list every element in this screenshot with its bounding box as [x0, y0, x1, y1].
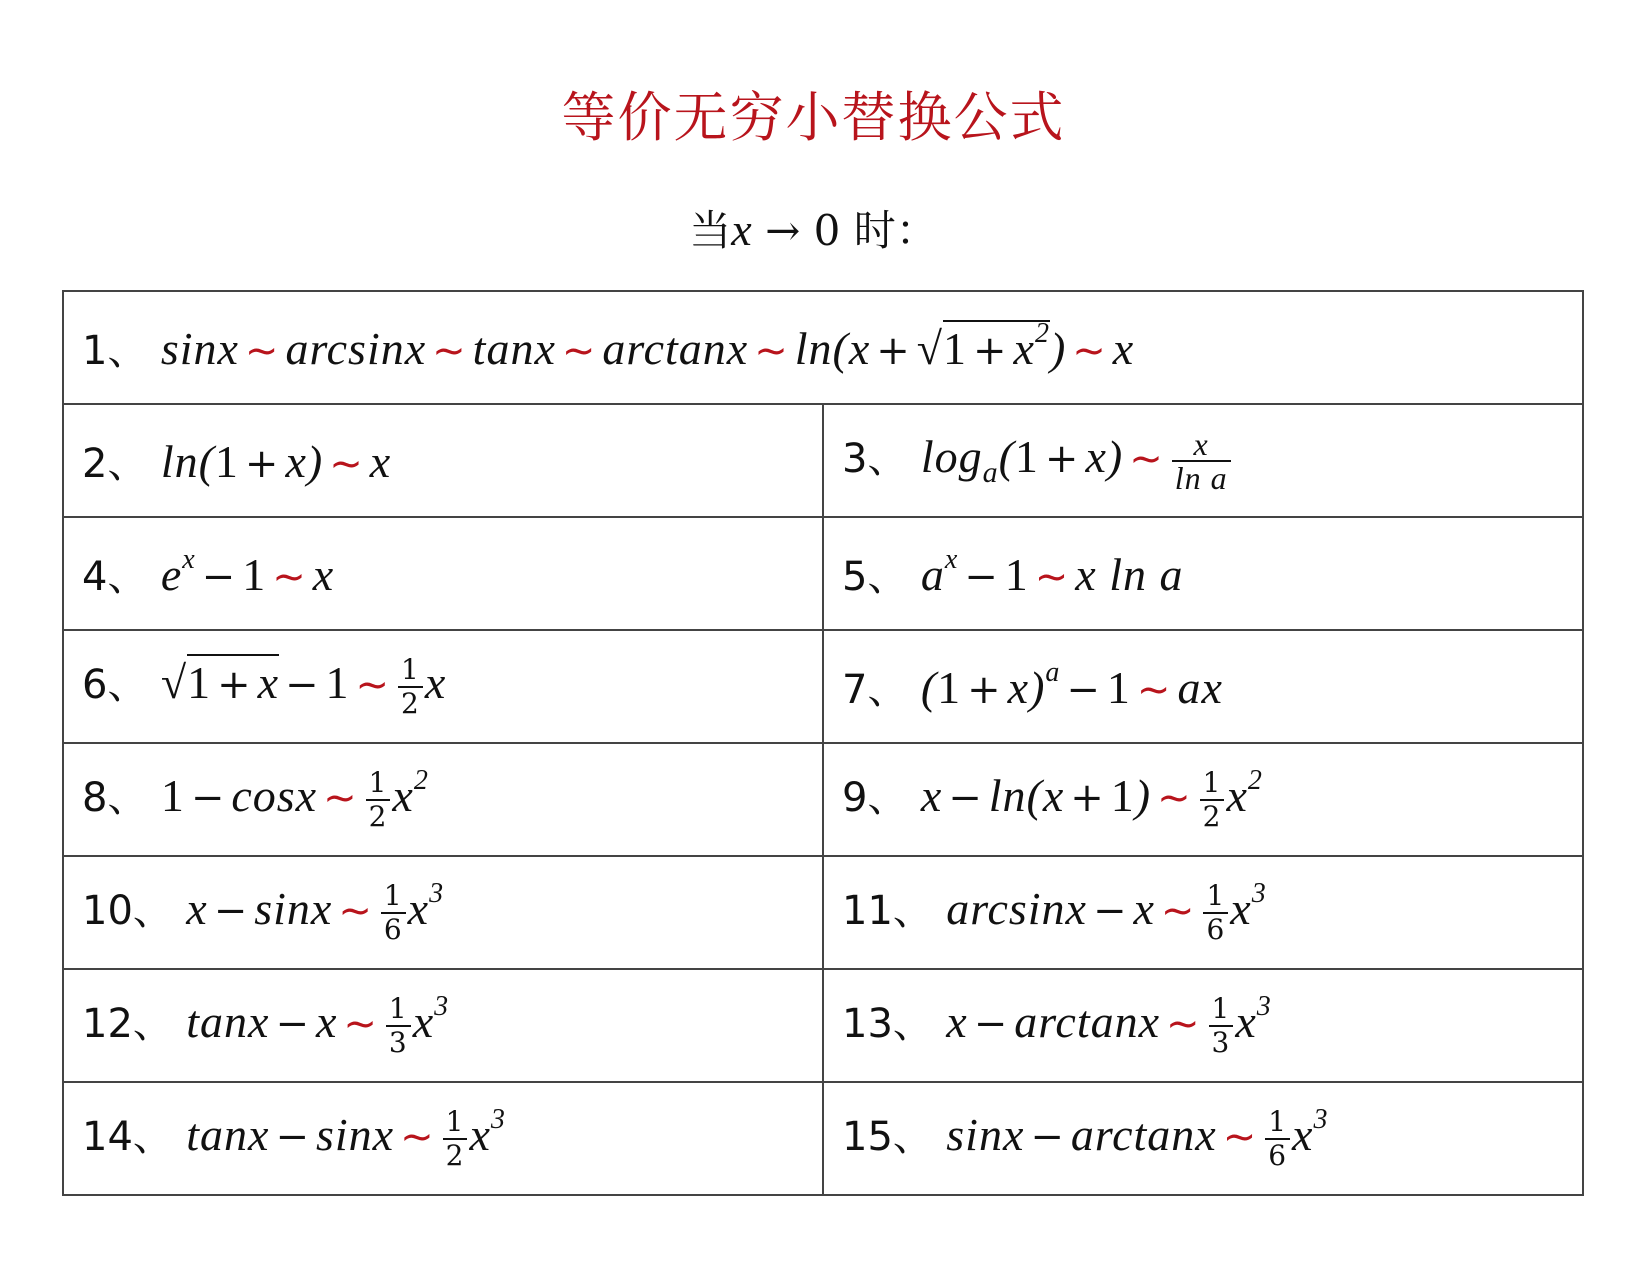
fraction: $\frac{1}{6}$: [1265, 1106, 1290, 1172]
fraction: $\frac{1}{2}$: [1200, 767, 1225, 833]
formula-number: 12、: [82, 1000, 173, 1047]
formula-number: 2、: [82, 441, 148, 487]
formula-number: 13、: [842, 1000, 933, 1047]
formula-number: 7、: [842, 667, 908, 713]
formula-14: 14、 tanx − sinx ~ $\frac{1}{2}$ $x^3$: [63, 1082, 823, 1195]
fraction: $\frac{1}{6}$: [381, 880, 406, 946]
table-row: [63, 743, 1583, 856]
table-row: [63, 404, 1583, 517]
fraction: $\frac{1}{3}$: [386, 993, 411, 1059]
table-row: [63, 517, 1583, 630]
formula-7: 7、 $(1 + x)^a - 1$ ~ ax: [823, 630, 1583, 743]
formula-15: 15、 sinx − arctanx ~ $\frac{1}{6}$ $x^3$: [823, 1082, 1583, 1195]
formula-1: 1、 sinx ~ arcsinx ~ tanx ~ arctanx ~ $\ln(x + √1 + x^2)$ ~ x: [63, 291, 1583, 404]
formula-8: 8、 1 − cosx ~ $\frac{1}{2}$ $x^2$: [63, 743, 823, 856]
formula-number: 14、: [82, 1113, 173, 1160]
formula-number: 15、: [842, 1113, 933, 1160]
sqrt-symbol: $√1 + x^2$: [916, 318, 1050, 374]
formula-number: 9、: [842, 774, 908, 821]
formula-6: 6、 √1 + x − 1 ~ $\frac{1}{2}$ x: [63, 630, 823, 743]
formula-number: 10、: [82, 887, 173, 934]
condition-line: [0, 200, 1627, 260]
sqrt-symbol: √1 + x: [161, 656, 279, 709]
fraction: $\frac{1}{3}$: [1209, 993, 1234, 1059]
formula-number: 6、: [82, 661, 148, 708]
table-row: [63, 630, 1583, 743]
table-row: [63, 856, 1583, 969]
table-row: [63, 291, 1583, 404]
formula-5: 5、 $a^x - 1$ ~ x ln a: [823, 517, 1583, 630]
fraction: $\frac{x}{\text{ln a}}$: [1172, 428, 1231, 494]
formula-number: 11、: [842, 887, 933, 934]
condition-arrow: →: [765, 206, 801, 255]
condition-var: x: [731, 204, 752, 255]
formula-12: 12、 tanx − x ~ $\frac{1}{3}$ $x^3$: [63, 969, 823, 1082]
fraction: $\frac{1}{2}$: [366, 767, 391, 833]
fraction: $\frac{1}{2}$: [398, 654, 423, 720]
formula-table: [62, 290, 1584, 1196]
formula-number: 1、: [82, 328, 148, 374]
condition-prefix: 当: [689, 206, 732, 255]
formula-number: 8、: [82, 774, 148, 821]
formula-13: 13、 x − arctanx ~ $\frac{1}{3}$ $x^3$: [823, 969, 1583, 1082]
condition-suffix: 时：: [853, 206, 938, 255]
formula-number: 3、: [842, 435, 908, 482]
table-row: [63, 1082, 1583, 1195]
formula-2: 2、 ln(1 + x) ~ x: [63, 404, 823, 517]
formula-number: 4、: [82, 554, 148, 600]
table-row: [63, 969, 1583, 1082]
formula-10: 10、 x − sinx ~ $\frac{1}{6}$ $x^3$: [63, 856, 823, 969]
fraction: $\frac{1}{6}$: [1203, 880, 1228, 946]
formula-11: 11、 arcsinx − x ~ $\frac{1}{6}$ $x^3$: [823, 856, 1583, 969]
formula-9: 9、 x − ln(x + 1) ~ $\frac{1}{2}$ $x^2$: [823, 743, 1583, 856]
fraction: $\frac{1}{2}$: [443, 1106, 468, 1172]
formula-3: 3、 $\log_a(1 + x)$ ~ $\frac{x}{\text{ln a}}$: [823, 404, 1583, 517]
formula-number: 5、: [842, 554, 908, 600]
page-title: 等价无穷小替换公式: [561, 86, 1066, 149]
condition-zero: 0: [813, 206, 841, 255]
formula-4: 4、 $e^x - 1$ ~ x: [63, 517, 823, 630]
